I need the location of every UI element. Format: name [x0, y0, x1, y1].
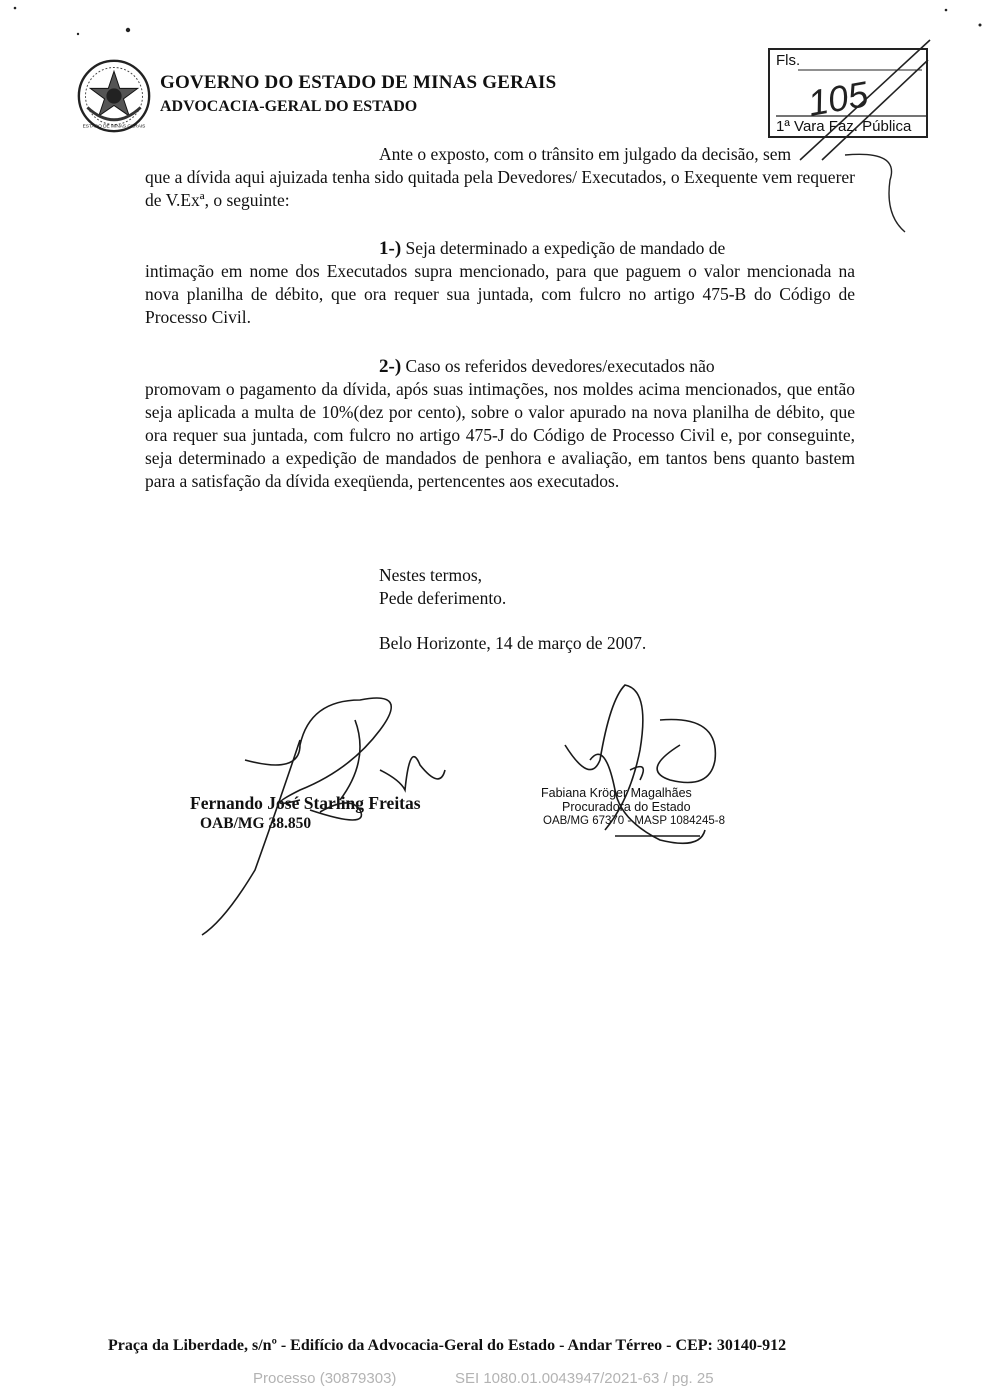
stamp-curve-mark [845, 154, 905, 232]
signatory-2-registration: OAB/MG 67370 - MASP 1084245-8 [543, 815, 725, 827]
item-1-first-line: Seja determinado a expedição de mandado de [405, 238, 726, 258]
agency-heading: ADVOCACIA-GERAL DO ESTADO [160, 98, 418, 115]
item-2-first-line: Caso os referidos devedores/executados não [405, 356, 715, 376]
stamp-court: 1ª Vara Faz. Pública [776, 118, 912, 135]
seal-text: ESTADO DE MINAS GERAIS [82, 124, 146, 130]
government-heading: GOVERNO DO ESTADO DE MINAS GERAIS [160, 72, 557, 93]
stamp-label: Fls. [776, 52, 801, 69]
signature-1-ink [202, 698, 445, 935]
stamp-page-number: 105 [804, 73, 872, 124]
place-date: Belo Horizonte, 14 de março de 2007. [379, 633, 647, 653]
item-1-number: 1-) [379, 238, 402, 259]
scan-specks [14, 7, 982, 36]
signature-2-ink [565, 685, 715, 843]
signatory-2-title: Procuradora do Estado [562, 800, 691, 814]
intro-rest: que a dívida aqui ajuizada tenha sido quitada pela Devedores/ Executados, o Exequente vem requerer de V.Exª, o seguinte: [145, 167, 855, 210]
stamp-slash-mark [800, 40, 930, 160]
process-id: Processo (30879303) [253, 1370, 397, 1387]
footer-address: Praça da Liberdade, s/nº - Edifício da Advocacia-Geral do Estado - Andar Térreo - CEP: 30140-912 [108, 1337, 787, 1354]
closing-line-2: Pede deferimento. [379, 588, 507, 608]
intro-first-line: Ante o exposto, com o trânsito em julgado da decisão, sem [379, 144, 792, 164]
item-2-rest: promovam o pagamento da dívida, após suas intimações, nos moldes acima mencionados, que então seja aplicada a multa de 10%(dez por cento), sobre o valor apurado na nova planilha de débito, que ora requer sua juntada, com fulcro no artigo 475-J do Código de Processo Civil e, por conseguinte, seja determinado a expedição de mandados de penhora e avaliação, em tantos bens quanto bastem para a satisfação da dívida exeqüenda, pertencentes aos executados. [145, 379, 855, 491]
sei-reference: SEI 1080.01.0043947/2021-63 / pg. 25 [455, 1370, 714, 1387]
signatory-1-registration: OAB/MG 38.850 [200, 815, 312, 832]
closing-line-1: Nestes termos, [379, 565, 483, 585]
item-2-number: 2-) [379, 356, 402, 377]
signatory-2-name: Fabiana Kröger Magalhães [541, 786, 692, 800]
item-1-rest: intimação em nome dos Executados supra mencionado, para que paguem o valor mencionada na nova planilha de débito, que ora requer sua juntada, com fulcro no artigo 475-B do Código de Processo Civil. [145, 261, 855, 327]
stamp-slash-mark [822, 60, 928, 160]
signatory-1-name: Fernando José Starling Freitas [190, 793, 421, 813]
